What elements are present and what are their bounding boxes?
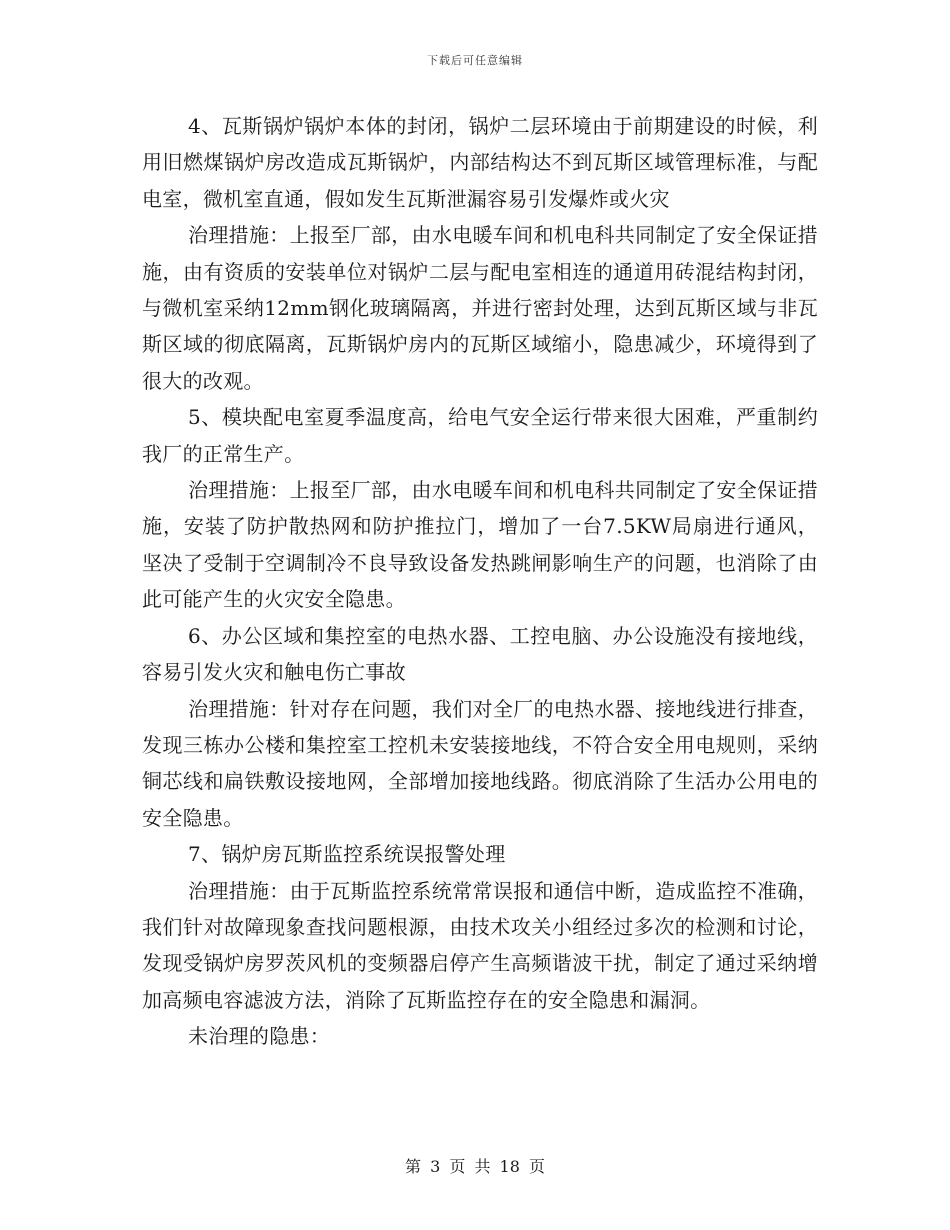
paragraph-item-5: 5、模块配电室夏季温度高，给电气安全运行带来很大困难，严重制约我厂的正常生产。 (142, 405, 818, 466)
paragraph-item-4: 4、瓦斯锅炉锅炉本体的封闭，锅炉二层环境由于前期建设的时候，利用旧燃煤锅炉房改造成瓦斯锅炉，内部结构达不到瓦斯区域管理标准，与配电室，微机室直通，假如发生瓦斯泄漏容易引发爆炸或火灾 (142, 114, 818, 211)
paragraph-item-6: 6、办公区域和集控室的电热水器、工控电脑、办公设施没有接地线，容易引发火灾和触电伤亡事故 (142, 623, 818, 685)
paragraph-measure-5: 治理措施：上报至厂部，由水电暖车间和机电科共同制定了安全保证措施，安装了防护散热网和防护推拉门，增加了一台7.5KW局扇进行通风，坚决了受制于空调制冷不良导致设备发热跳闸影响生产的问题，也消除了由此可能产生的火灾安全隐患。 (142, 478, 818, 612)
paragraph-measure-6: 治理措施：针对存在问题，我们对全厂的电热水器、接地线进行排查，发现三栋办公楼和集控室工控机未安装接地线，不符合安全用电规则，采纳铜芯线和扁铁敷设接地网，全部增加接地线路。彻底消除了生活办公用电的安全隐患。 (142, 696, 818, 830)
page-header-note: 下载后可任意编辑 (427, 54, 523, 67)
paragraph-item-7: 7、锅炉房瓦斯监控系统误报警处理 (188, 842, 506, 867)
paragraph-untreated-heading: 未治理的隐患： (188, 1024, 331, 1049)
paragraph-measure-7: 治理措施：由于瓦斯监控系统常常误报和通信中断，造成监控不准确，我们针对故障现象查找问题根源，由技术攻关小组经过多次的检测和讨论，发现受锅炉房罗茨风机的变频器启停产生高频谐波干扰，制定了通过采纳增加高频电容滤波方法，消除了瓦斯监控存在的安全隐患和漏洞。 (142, 878, 818, 1012)
document-body (142, 108, 818, 1055)
page-number-footer: 第 3 页 共 18 页 (405, 1157, 545, 1176)
paragraph-measure-4: 治理措施：上报至厂部，由水电暖车间和机电科共同制定了安全保证措施，由有资质的安装单位对锅炉二层与配电室相连的通道用砖混结构封闭，与微机室采纳12mm钢化玻璃隔离，并进行密封处理，达到瓦斯区域与非瓦斯区域的彻底隔离，瓦斯锅炉房内的瓦斯区域缩小，隐患减少，环境得到了很大的改观。 (142, 223, 818, 393)
